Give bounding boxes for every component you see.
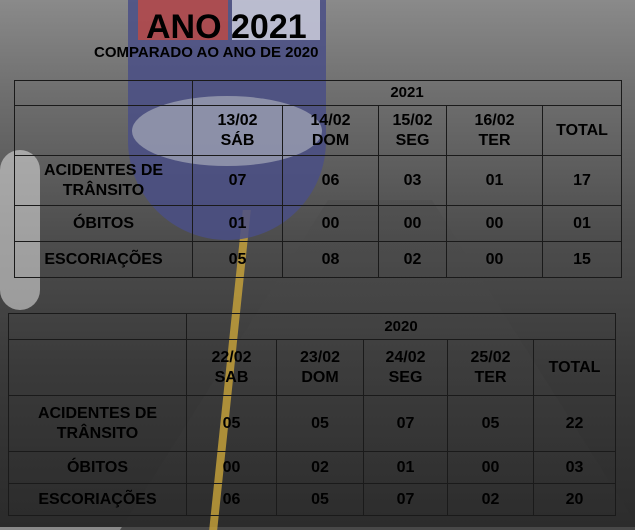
table-year: 2020 [187,314,616,340]
data-cell: 00 [283,206,379,242]
data-cell: 05 [277,484,364,516]
column-date: 16/02 [474,111,515,129]
column-date: 14/02 [310,111,351,129]
empty-cell [15,106,193,156]
table-row [9,452,616,484]
data-cell: 01 [364,452,448,484]
row-label: ESCORIAÇÕES [15,242,193,278]
row-label-line: TRÂNSITO [56,424,139,442]
column-header-total: TOTAL [534,340,616,396]
column-header [447,106,543,156]
data-cell: 01 [447,156,543,206]
table-row [15,206,622,242]
column-day: SEG [388,368,423,386]
data-cell: 05 [187,396,277,452]
total-cell: 01 [543,206,622,242]
total-cell: 17 [543,156,622,206]
column-header [379,106,447,156]
data-cell: 00 [187,452,277,484]
page-subtitle: COMPARADO AO ANO DE 2020 [94,44,319,61]
data-cell: 05 [277,396,364,452]
column-day: SAB [214,368,249,386]
data-cell: 00 [448,452,534,484]
data-cell: 01 [193,206,283,242]
empty-cell [9,340,187,396]
column-day: TER [478,131,511,149]
data-cell: 00 [379,206,447,242]
row-label [9,396,187,452]
row-label: ÓBITOS [15,206,193,242]
column-header [277,340,364,396]
column-day: SÁB [220,131,255,149]
table-2021 [14,80,622,278]
total-cell: 22 [534,396,616,452]
row-label: ESCORIAÇÕES [9,484,187,516]
table-row [15,242,622,278]
column-date: 24/02 [385,348,426,366]
data-cell: 05 [448,396,534,452]
table-2020 [8,313,616,516]
row-label-line: ACIDENTES DE [43,161,164,179]
data-cell: 00 [447,206,543,242]
data-cell: 07 [364,396,448,452]
column-day: DOM [301,368,339,386]
column-day: SEG [395,131,430,149]
data-cell: 06 [187,484,277,516]
data-cell: 02 [277,452,364,484]
column-date: 13/02 [217,111,258,129]
table-row [15,156,622,206]
column-date: 15/02 [392,111,433,129]
row-label: ÓBITOS [9,452,187,484]
page-title: ANO 2021 [146,8,307,46]
column-header [364,340,448,396]
table-year: 2021 [193,81,622,106]
empty-cell [9,314,187,340]
data-cell: 07 [193,156,283,206]
column-header [283,106,379,156]
total-cell: 15 [543,242,622,278]
data-cell: 08 [283,242,379,278]
column-date: 25/02 [470,348,511,366]
column-date: 23/02 [299,348,341,366]
data-cell: 07 [364,484,448,516]
data-cell: 02 [379,242,447,278]
column-day: DOM [311,131,350,149]
column-header [448,340,534,396]
empty-cell [15,81,193,106]
column-day: TER [474,368,507,386]
column-header-total: TOTAL [543,106,622,156]
column-header [187,340,277,396]
data-cell: 00 [447,242,543,278]
data-cell: 06 [283,156,379,206]
table-row [9,396,616,452]
column-header [193,106,283,156]
data-cell: 05 [193,242,283,278]
table-row [9,484,616,516]
data-cell: 02 [448,484,534,516]
row-label-line: ACIDENTES DE [37,404,158,422]
row-label-line: TRÂNSITO [62,181,145,199]
total-cell: 03 [534,452,616,484]
column-date: 22/02 [211,348,252,366]
data-cell: 03 [379,156,447,206]
row-label [15,156,193,206]
total-cell: 20 [534,484,616,516]
